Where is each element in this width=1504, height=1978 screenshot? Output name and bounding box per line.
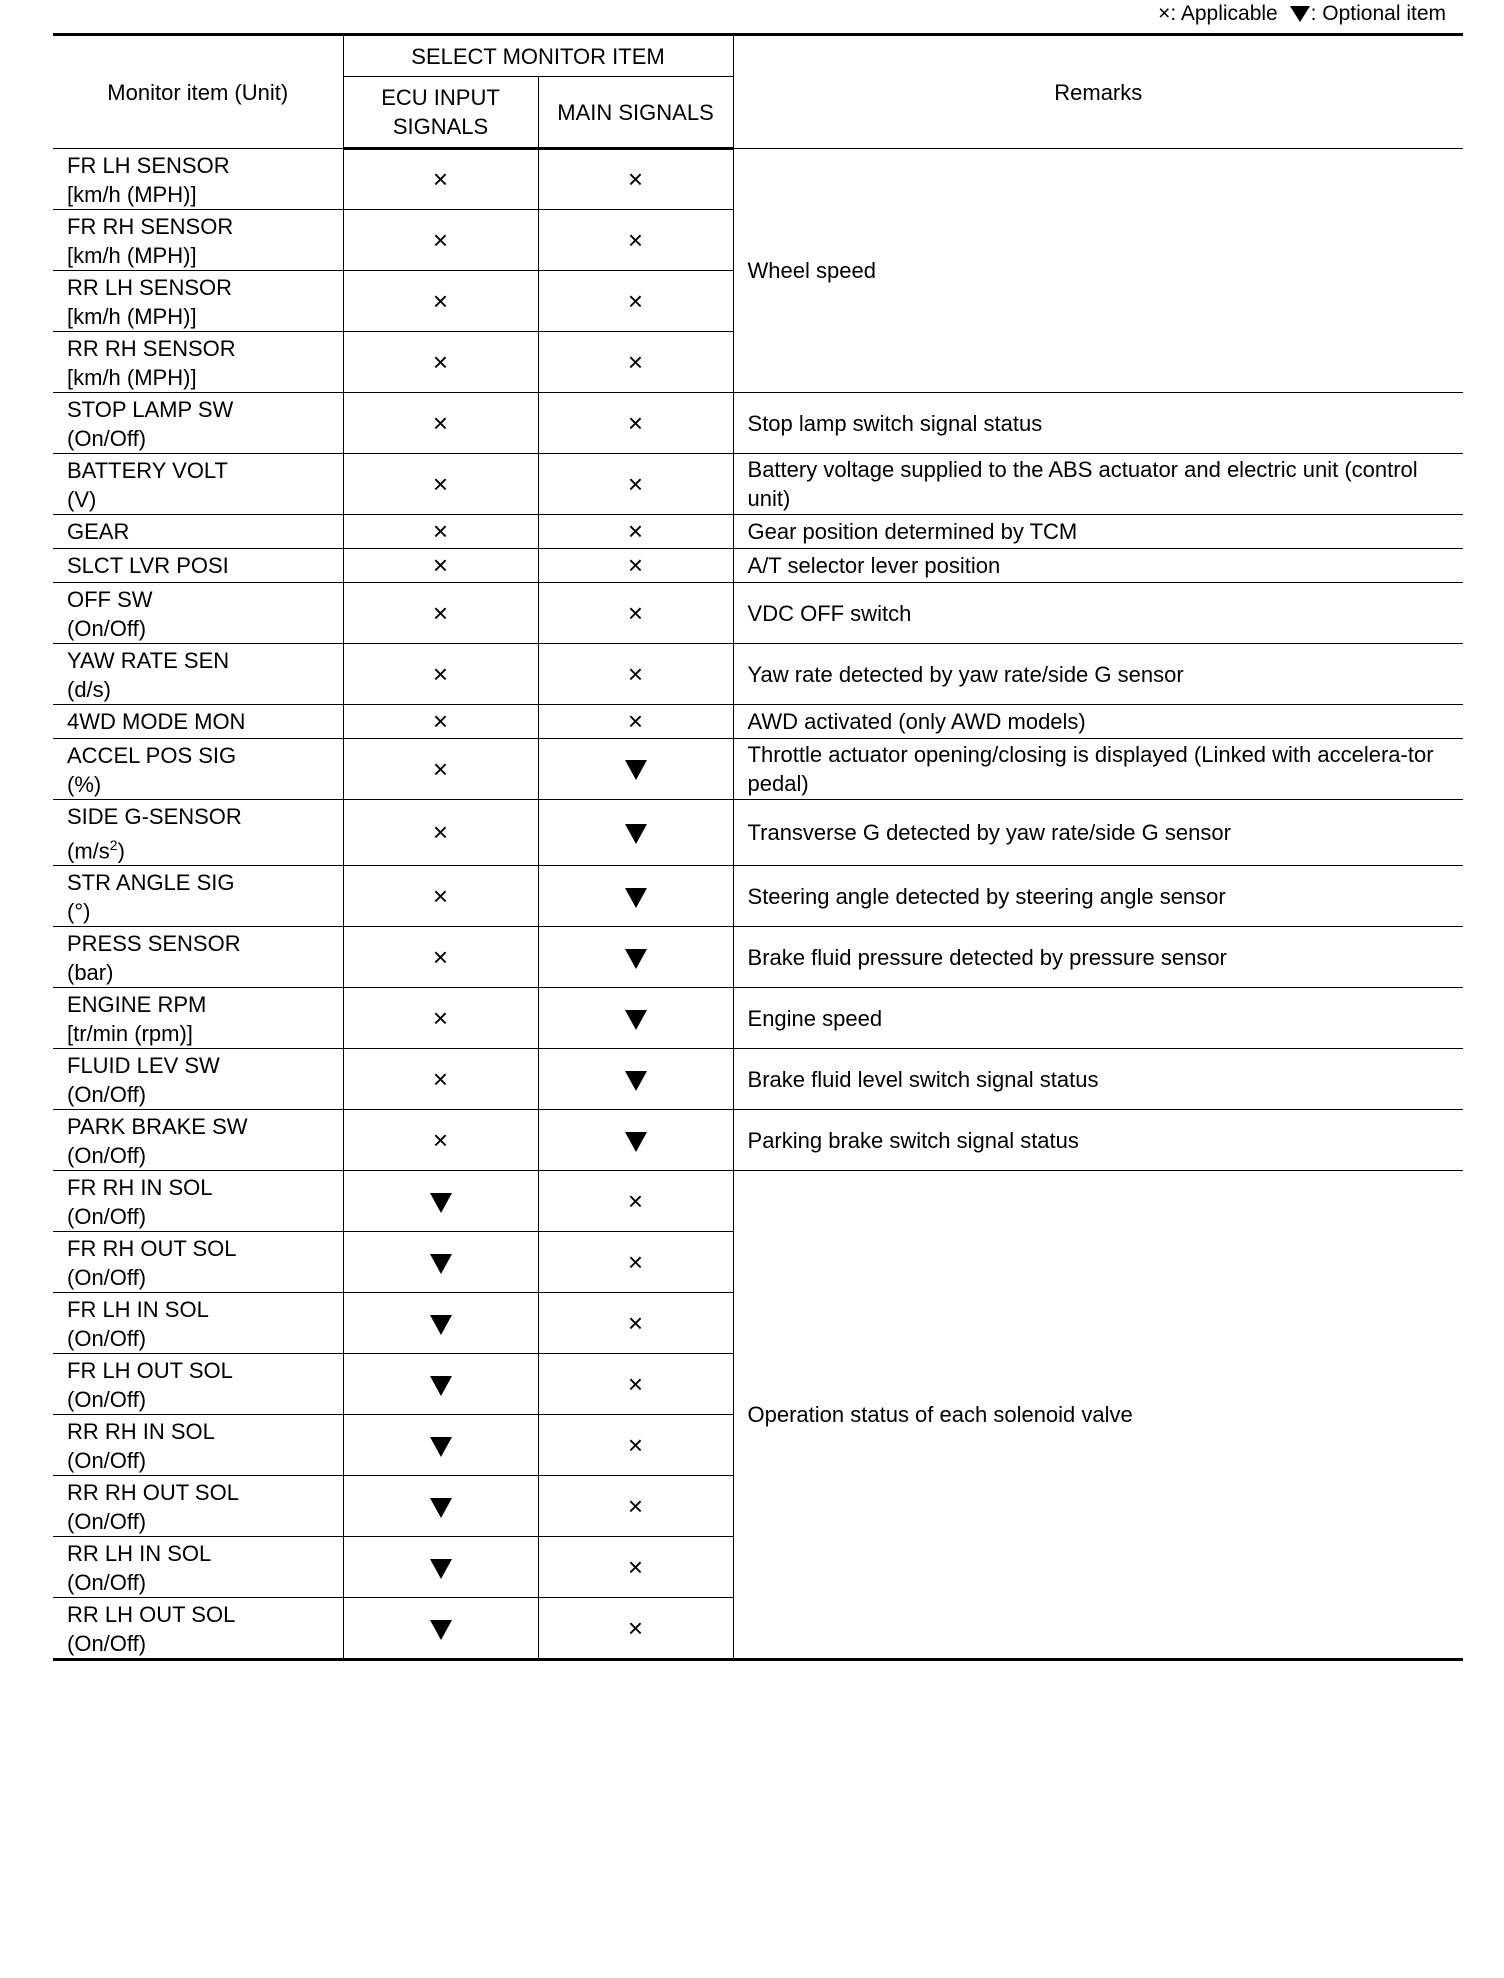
ecu-input-signals-cell <box>343 1598 538 1660</box>
monitor-item-cell <box>53 1049 343 1110</box>
monitor-item-cell <box>53 1232 343 1293</box>
applicable-mark: × <box>432 817 449 848</box>
monitor-item-cell <box>53 149 343 210</box>
monitor-item-name: GEAR <box>67 519 130 544</box>
monitor-item-name: SLCT LVR POSI <box>67 553 229 578</box>
remarks-cell: Transverse G detected by yaw rate/side G sensor <box>733 800 1463 866</box>
monitor-item-unit: (On/Off) <box>67 426 147 451</box>
table-header <box>53 35 1463 149</box>
main-signals-cell <box>538 1537 733 1598</box>
main-signals-cell <box>538 800 733 866</box>
monitor-item-name: BATTERY VOLT <box>67 458 228 483</box>
ecu-input-signals-cell <box>343 866 538 927</box>
main-signals-cell <box>538 332 733 393</box>
main-signals-cell <box>538 271 733 332</box>
ecu-input-signals-cell <box>343 644 538 705</box>
main-signals-cell <box>538 1354 733 1415</box>
header-ecu-input-signals: ECU INPUT SIGNALS <box>343 77 538 149</box>
remarks-cell: VDC OFF switch <box>733 583 1463 644</box>
optional-triangle-icon <box>430 1620 452 1640</box>
header-remarks: Remarks <box>733 35 1463 149</box>
applicable-mark: × <box>627 1612 644 1643</box>
applicable-mark: × <box>627 516 644 546</box>
applicable-mark: × <box>627 597 644 628</box>
applicable-mark: × <box>627 224 644 255</box>
legend-optional: : Optional item <box>1310 2 1446 25</box>
applicable-mark: × <box>432 706 449 736</box>
applicable-mark: × <box>432 597 449 628</box>
ecu-input-signals-cell <box>343 1476 538 1537</box>
applicable-mark: × <box>627 658 644 689</box>
monitor-item-name: FR RH IN SOL <box>67 1175 213 1201</box>
remarks-cell: Battery voltage supplied to the ABS actuator and electric unit (control unit) <box>733 454 1463 515</box>
applicable-mark: × <box>432 516 449 546</box>
monitor-item-cell <box>53 705 343 739</box>
ecu-input-signals-cell <box>343 149 538 210</box>
monitor-item-cell <box>53 866 343 927</box>
ecu-input-signals-cell <box>343 332 538 393</box>
main-signals-cell <box>538 1110 733 1171</box>
table-row <box>53 644 1463 705</box>
monitor-item-unit: (On/Off) <box>67 1143 147 1169</box>
ecu-input-signals-cell <box>343 927 538 988</box>
monitor-item-name: YAW RATE SEN <box>67 648 230 673</box>
monitor-item-unit: (On/Off) <box>67 1448 147 1474</box>
main-signals-cell <box>538 927 733 988</box>
monitor-item-name: SIDE G-SENSOR <box>67 804 242 829</box>
main-signals-cell <box>538 1049 733 1110</box>
table-row <box>53 1110 1463 1171</box>
legend <box>1158 2 1446 26</box>
main-signals-cell <box>538 149 733 210</box>
ecu-input-signals-cell <box>343 583 538 644</box>
monitor-item-name: RR RH IN SOL <box>67 1419 215 1445</box>
monitor-item-cell <box>53 1476 343 1537</box>
applicable-mark: × <box>627 285 644 316</box>
table-row <box>53 549 1463 583</box>
optional-triangle-icon <box>625 949 647 969</box>
unit-superscript: 2 <box>109 837 118 853</box>
remarks-cell: Brake fluid level switch signal status <box>733 1049 1463 1110</box>
unit-end: ) <box>117 838 125 864</box>
monitor-item-cell <box>53 271 343 332</box>
applicable-mark: × <box>432 941 449 972</box>
monitor-item-cell <box>53 1110 343 1171</box>
monitor-item-unit: (On/Off) <box>67 1509 147 1535</box>
monitor-item-unit: (On/Off) <box>67 1631 147 1657</box>
monitor-item-name: FLUID LEV SW <box>67 1053 220 1079</box>
remarks-cell: AWD activated (only AWD models) <box>733 705 1463 739</box>
monitor-item-name: ENGINE RPM <box>67 992 207 1018</box>
main-signals-cell <box>538 988 733 1049</box>
monitor-item-unit: (On/Off) <box>67 1326 147 1352</box>
ecu-input-signals-cell <box>343 210 538 271</box>
main-signals-cell <box>538 210 733 271</box>
applicable-mark: × <box>432 407 449 438</box>
remarks-cell: Stop lamp switch signal status <box>733 393 1463 454</box>
monitor-item-cell <box>53 739 343 800</box>
table-row <box>53 149 1463 210</box>
applicable-mark: × <box>627 407 644 438</box>
applicable-mark: × <box>432 468 449 499</box>
main-signals-cell <box>538 393 733 454</box>
monitor-item-unit: (d/s) <box>67 677 111 702</box>
applicable-mark: × <box>432 880 449 911</box>
main-signals-cell <box>538 1171 733 1232</box>
monitor-item-cell <box>53 1598 343 1660</box>
table-row <box>53 739 1463 800</box>
ecu-input-signals-cell <box>343 1049 538 1110</box>
remarks-cell: Gear position determined by TCM <box>733 515 1463 549</box>
applicable-mark: × <box>432 658 449 689</box>
monitor-item-unit: [tr/min (rpm)] <box>67 1021 193 1047</box>
monitor-item-name: 4WD MODE MON <box>67 709 246 734</box>
ecu-input-signals-cell <box>343 454 538 515</box>
ecu-input-signals-cell <box>343 549 538 583</box>
monitor-item-name: FR RH SENSOR <box>67 214 234 239</box>
monitor-item-unit: (On/Off) <box>67 1204 147 1230</box>
applicable-mark: × <box>627 468 644 499</box>
monitor-item-cell <box>53 1171 343 1232</box>
monitor-item-name: FR LH SENSOR <box>67 153 230 178</box>
monitor-item-cell <box>53 583 343 644</box>
monitor-item-name: FR RH OUT SOL <box>67 1236 237 1262</box>
optional-triangle-icon <box>430 1376 452 1396</box>
main-signals-cell <box>538 583 733 644</box>
monitor-item-name: PARK BRAKE SW <box>67 1114 248 1140</box>
monitor-item-name: RR RH SENSOR <box>67 336 236 361</box>
applicable-mark: × <box>432 224 449 255</box>
monitor-item-name: FR LH OUT SOL <box>67 1358 233 1384</box>
monitor-item-unit: [km/h (MPH)] <box>67 243 197 268</box>
monitor-item-name: RR LH SENSOR <box>67 275 233 300</box>
remarks-cell: Wheel speed <box>733 149 1463 393</box>
remarks-cell: Parking brake switch signal status <box>733 1110 1463 1171</box>
optional-triangle-icon <box>430 1315 452 1335</box>
header-select-monitor-item: SELECT MONITOR ITEM <box>343 35 733 77</box>
ecu-input-signals-cell <box>343 1415 538 1476</box>
applicable-mark: × <box>432 1002 449 1033</box>
applicable-mark: × <box>627 1551 644 1582</box>
applicable-mark: × <box>627 1185 644 1216</box>
optional-triangle-icon <box>625 1071 647 1091</box>
applicable-mark: × <box>432 1124 449 1155</box>
ecu-input-signals-cell <box>343 393 538 454</box>
main-signals-cell <box>538 1415 733 1476</box>
main-signals-cell <box>538 1232 733 1293</box>
monitor-item-cell <box>53 515 343 549</box>
monitor-item-cell <box>53 1537 343 1598</box>
monitor-item-unit: (On/Off) <box>67 616 147 641</box>
applicable-mark: × <box>627 1368 644 1399</box>
applicable-mark: × <box>432 164 449 194</box>
monitor-item-unit: (V) <box>67 487 97 512</box>
applicable-mark: × <box>432 753 449 784</box>
ecu-input-signals-cell <box>343 271 538 332</box>
ecu-input-signals-cell <box>343 1293 538 1354</box>
ecu-input-signals-cell <box>343 1110 538 1171</box>
table-row <box>53 705 1463 739</box>
ecu-input-signals-cell <box>343 1232 538 1293</box>
monitor-item-cell <box>53 1415 343 1476</box>
remarks-cell: A/T selector lever position <box>733 549 1463 583</box>
header-main-signals: MAIN SIGNALS <box>538 77 733 149</box>
legend-applicable: ×: Applicable <box>1158 2 1278 25</box>
main-signals-cell <box>538 515 733 549</box>
table-row <box>53 1049 1463 1110</box>
ecu-input-signals-cell <box>343 1171 538 1232</box>
header-monitor-item: Monitor item (Unit) <box>53 35 343 149</box>
optional-triangle-icon <box>1290 6 1310 22</box>
remarks-cell: Steering angle detected by steering angle sensor <box>733 866 1463 927</box>
table-row <box>53 1171 1463 1232</box>
main-signals-cell <box>538 739 733 800</box>
optional-triangle-icon <box>430 1437 452 1457</box>
table-row <box>53 800 1463 866</box>
applicable-mark: × <box>627 1490 644 1521</box>
main-signals-cell <box>538 454 733 515</box>
monitor-item-cell <box>53 644 343 705</box>
ecu-input-signals-cell <box>343 705 538 739</box>
main-signals-cell <box>538 549 733 583</box>
optional-triangle-icon <box>430 1254 452 1274</box>
monitor-item-name: RR LH IN SOL <box>67 1541 212 1567</box>
monitor-item-unit: (On/Off) <box>67 1265 147 1291</box>
table-row <box>53 866 1463 927</box>
optional-triangle-icon <box>625 888 647 908</box>
main-signals-cell <box>538 644 733 705</box>
monitor-item-unit: [km/h (MPH)] <box>67 365 197 390</box>
ecu-input-signals-cell <box>343 515 538 549</box>
table-row <box>53 927 1463 988</box>
monitor-item-name: RR RH OUT SOL <box>67 1480 239 1506</box>
applicable-mark: × <box>432 346 449 377</box>
applicable-mark: × <box>627 1307 644 1338</box>
monitor-item-name: PRESS SENSOR <box>67 931 241 957</box>
monitor-item-name: ACCEL POS SIG <box>67 743 237 768</box>
monitor-item-cell <box>53 1293 343 1354</box>
applicable-mark: × <box>627 346 644 377</box>
applicable-mark: × <box>432 550 449 580</box>
optional-triangle-icon <box>430 1559 452 1579</box>
table-row <box>53 988 1463 1049</box>
main-signals-cell <box>538 1476 733 1537</box>
main-signals-cell <box>538 1598 733 1660</box>
table-row <box>53 583 1463 644</box>
ecu-input-signals-cell <box>343 988 538 1049</box>
monitor-item-cell <box>53 332 343 393</box>
applicable-mark: × <box>627 550 644 580</box>
monitor-item-unit: (%) <box>67 772 102 797</box>
monitor-item-table <box>53 33 1463 1661</box>
ecu-input-signals-cell <box>343 1354 538 1415</box>
applicable-mark: × <box>432 285 449 316</box>
monitor-item-cell <box>53 1354 343 1415</box>
monitor-item-cell <box>53 454 343 515</box>
monitor-item-unit: (On/Off) <box>67 1570 147 1596</box>
remarks-cell: Yaw rate detected by yaw rate/side G sensor <box>733 644 1463 705</box>
applicable-mark: × <box>432 1063 449 1094</box>
monitor-item-name: STR ANGLE SIG <box>67 870 235 896</box>
remarks-cell: Brake fluid pressure detected by pressure sensor <box>733 927 1463 988</box>
remarks-cell: Operation status of each solenoid valve <box>733 1171 1463 1660</box>
monitor-item-cell <box>53 988 343 1049</box>
ecu-input-signals-cell <box>343 800 538 866</box>
ecu-input-signals-cell <box>343 739 538 800</box>
main-signals-cell <box>538 866 733 927</box>
applicable-mark: × <box>627 164 644 194</box>
optional-triangle-icon <box>625 760 647 780</box>
remarks-cell: Engine speed <box>733 988 1463 1049</box>
monitor-item-name: STOP LAMP SW <box>67 397 234 422</box>
applicable-mark: × <box>627 1246 644 1277</box>
monitor-item-unit: [km/h (MPH)] <box>67 304 197 329</box>
monitor-item-name: RR LH OUT SOL <box>67 1602 236 1628</box>
table-row <box>53 515 1463 549</box>
monitor-item-unit: (°) <box>67 899 91 925</box>
ecu-input-signals-cell <box>343 1537 538 1598</box>
optional-triangle-icon <box>625 824 647 844</box>
monitor-item-cell <box>53 393 343 454</box>
optional-triangle-icon <box>430 1193 452 1213</box>
applicable-mark: × <box>627 1429 644 1460</box>
table-row <box>53 393 1463 454</box>
monitor-item-unit: (On/Off) <box>67 1082 147 1108</box>
remarks-cell: Throttle actuator opening/closing is displayed (Linked with accelera-tor pedal) <box>733 739 1463 800</box>
main-signals-cell <box>538 1293 733 1354</box>
monitor-item-cell <box>53 927 343 988</box>
monitor-item-name: OFF SW <box>67 587 153 612</box>
monitor-item-unit: (m/s <box>67 838 110 864</box>
optional-triangle-icon <box>430 1498 452 1518</box>
table-body <box>53 149 1463 1660</box>
applicable-mark: × <box>627 706 644 736</box>
optional-triangle-icon <box>625 1010 647 1030</box>
monitor-item-cell <box>53 549 343 583</box>
monitor-item-unit: (On/Off) <box>67 1387 147 1413</box>
monitor-item-cell <box>53 210 343 271</box>
monitor-item-name: FR LH IN SOL <box>67 1297 209 1323</box>
table-row <box>53 454 1463 515</box>
monitor-item-unit: (bar) <box>67 960 114 986</box>
optional-triangle-icon <box>625 1132 647 1152</box>
monitor-item-cell <box>53 800 343 866</box>
monitor-item-unit: [km/h (MPH)] <box>67 182 197 207</box>
main-signals-cell <box>538 705 733 739</box>
